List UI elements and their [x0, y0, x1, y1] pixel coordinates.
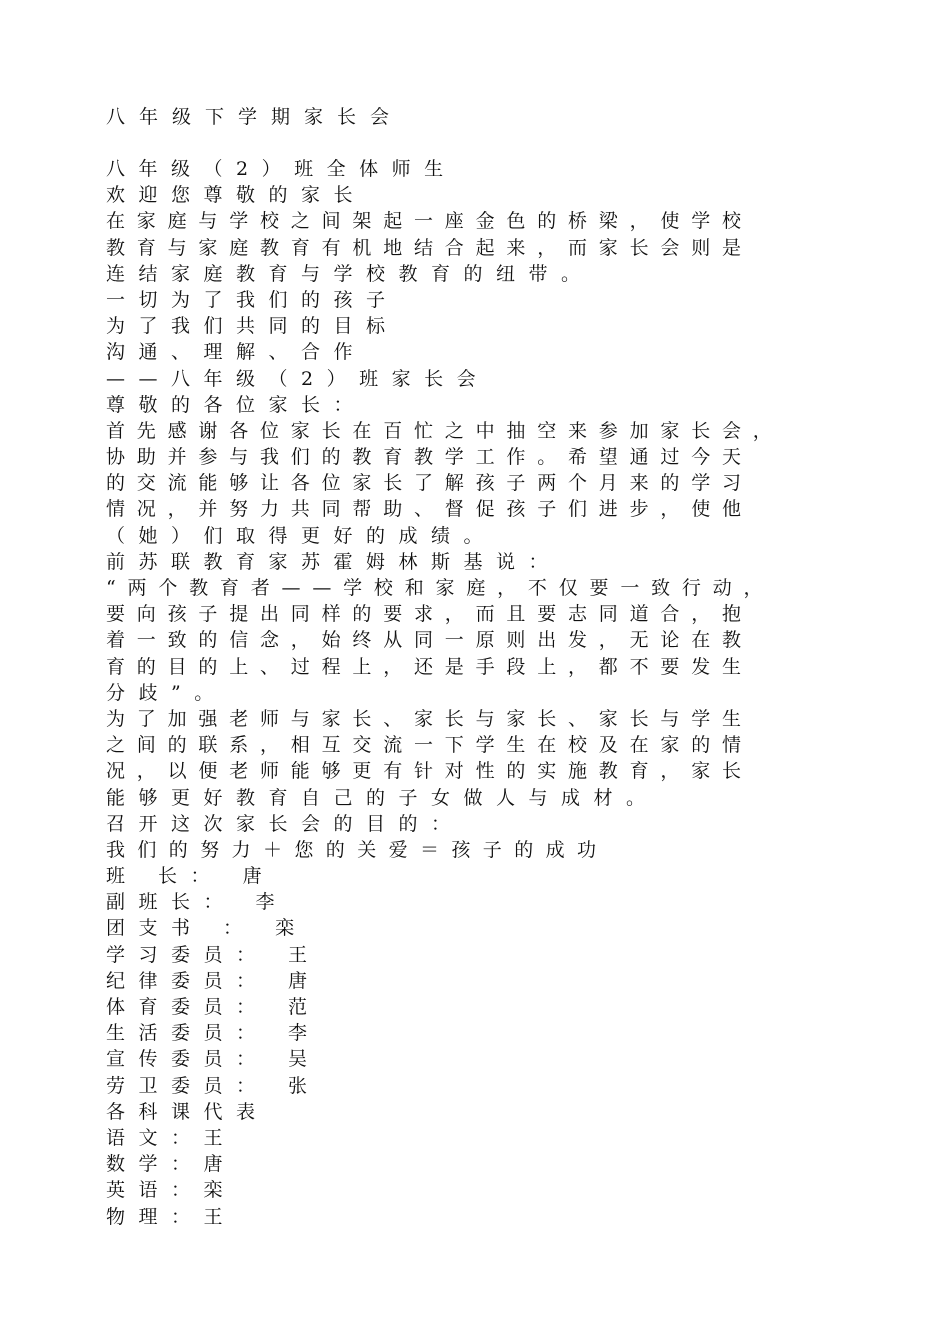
text-line: 副班长： 李	[106, 891, 289, 914]
text-line: 连结家庭教育与学校教育的纽带。	[106, 262, 594, 285]
text-line: 纪律委员： 唐	[106, 969, 321, 992]
text-line: 教育与家庭教育有机地结合起来，而家长会则是	[106, 236, 753, 259]
text-line: 学习委员： 王	[106, 943, 321, 966]
text-line: 劳卫委员： 张	[106, 1074, 321, 1097]
text-line: 在家庭与学校之间架起一座金色的桥梁，使学校	[106, 210, 753, 233]
text-line: 我们的努力＋您的关爱＝孩子的成功	[106, 838, 609, 861]
text-line: 一切为了我们的孩子	[106, 288, 399, 311]
text-line: 之间的联系，相互交流一下学生在校及在家的情	[106, 734, 753, 757]
text-line: 数学：唐	[106, 1153, 237, 1176]
text-line: 沟通、理解、合作	[106, 341, 367, 364]
text-line: 分歧”。	[106, 681, 227, 704]
text-line: 各科课代表	[106, 1100, 269, 1123]
text-line: 能够更好教育自己的子女做人与成材。	[106, 786, 659, 809]
text-line: 团支书 ： 栾	[106, 917, 308, 940]
text-line: 生活委员： 李	[106, 1022, 321, 1045]
text-line: （她）们取得更好的成绩。	[106, 524, 497, 547]
text-line: 物理：王	[106, 1205, 237, 1228]
text-line: 语文：王	[106, 1126, 237, 1149]
text-line: 着一致的信念，始终从同一原则出发，无论在教	[106, 629, 753, 652]
text-line: 首先感谢各位家长在百忙之中抽空来参加家长会，	[106, 419, 784, 442]
text-line: 前苏联教育家苏霍姆林斯基说：	[106, 550, 562, 573]
document-body	[106, 156, 866, 1230]
text-line: 要向孩子提出同样的要求，而且要志同道合，抱	[106, 603, 753, 626]
document-title: 八年级下学期家长会	[106, 106, 404, 128]
text-line: 情况，并努力共同帮助、督促孩子们进步，使他	[106, 498, 753, 521]
text-line: 尊敬的各位家长：	[106, 393, 367, 416]
text-line: 班 长： 唐	[106, 865, 276, 888]
text-line: 为了我们共同的目标	[106, 315, 399, 338]
text-line: 协助并参与我们的教育教学工作。希望通过今天	[106, 446, 753, 469]
text-line: 宣传委员： 吴	[106, 1048, 321, 1071]
text-line: 育的目的上、过程上，还是手段上，都不要发生	[106, 655, 753, 678]
text-line: 英语：栾	[106, 1179, 237, 1202]
text-line: 体育委员： 范	[106, 996, 321, 1018]
text-line: ——八年级（2）班家长会	[106, 367, 490, 390]
text-line: “两个教育者——学校和家庭，不仅要一致行动，	[106, 577, 775, 599]
text-line: 八年级（2）班全体师生	[106, 158, 457, 180]
text-line: 欢迎您尊敬的家长	[106, 184, 367, 207]
text-line: 召开这次家长会的目的：	[106, 812, 464, 835]
text-line: 的交流能够让各位家长了解孩子两个月来的学习	[106, 472, 753, 495]
text-line: 为了加强老师与家长、家长与家长、家长与学生	[106, 707, 753, 730]
text-line: 况，以便老师能够更有针对性的实施教育，家长	[106, 760, 753, 783]
